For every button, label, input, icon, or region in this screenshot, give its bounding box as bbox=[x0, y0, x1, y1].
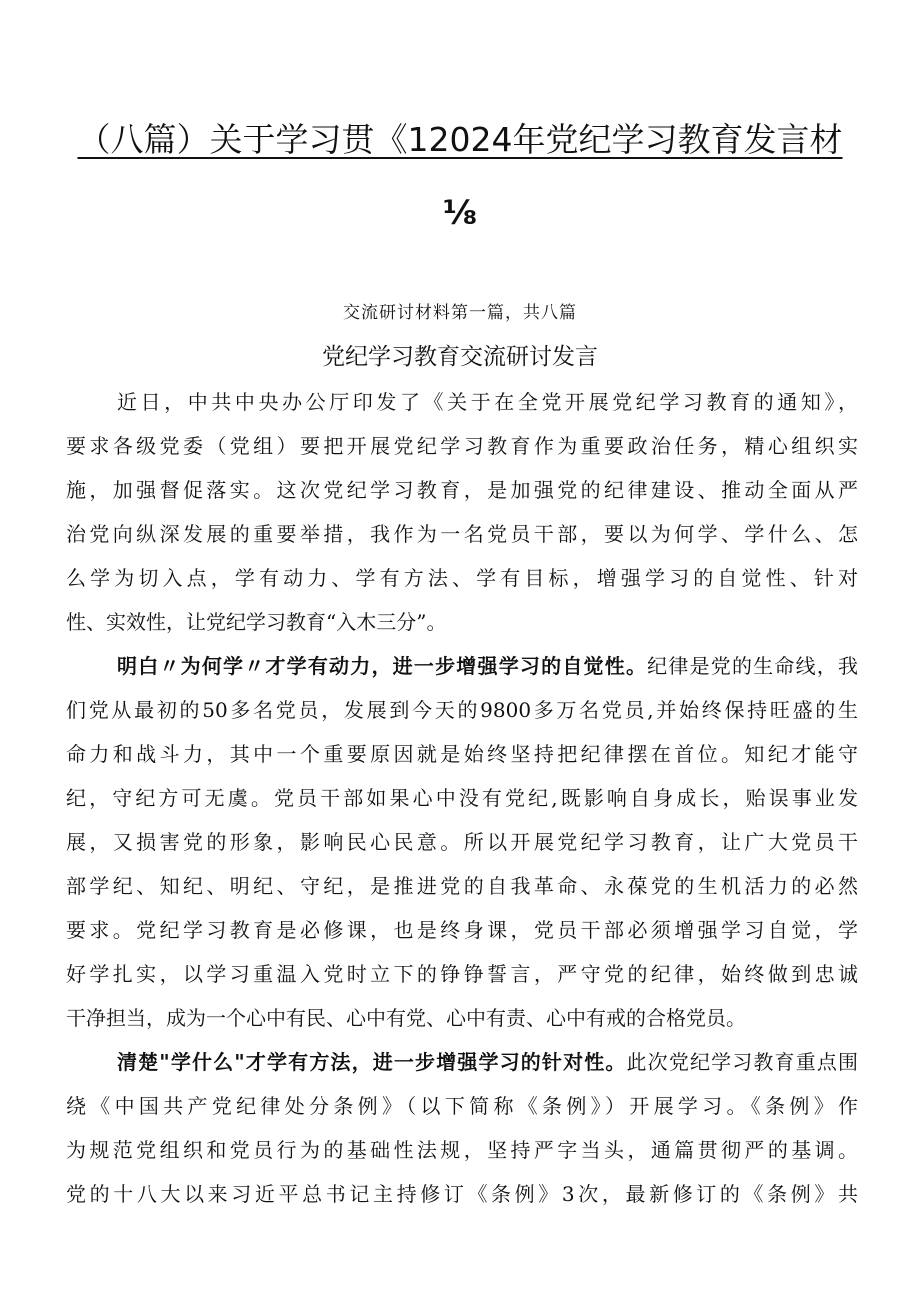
paragraph-2-line: 展，又损害党的形象，影响民心民意。所以开展党纪学习教育，让广大党员干 bbox=[66, 830, 858, 854]
paragraph-1-line: 性、实效性，让党纪学习教育“入木三分”。 bbox=[66, 610, 447, 634]
paragraph-3-first-line-rest: 此次党纪学习教育重点围 bbox=[626, 1050, 858, 1074]
document-subtitle: 交流研讨材料第一篇，共八篇 bbox=[343, 303, 577, 323]
paragraph-2-first-line bbox=[117, 648, 858, 685]
paragraph-2-lead: 明白〃为何学〃才学有动力，进一步增强学习的自觉性。 bbox=[117, 654, 648, 678]
paragraph-2-line: 纪，守纪方可无虞。党员干部如果心中没有党纪,既影响自身成长，贻误事业发 bbox=[66, 786, 858, 810]
paragraph-2-line: 干净担当，成为一个心中有民、心中有党、心中有责、心中有戒的合格党员。 bbox=[66, 1006, 746, 1030]
paragraph-2-line: 要求。党纪学习教育是必修课，也是终身课，党员干部必须增强学习自觉，学 bbox=[66, 918, 858, 942]
paragraph-2-first-line-rest: 纪律是党的生命线，我 bbox=[647, 654, 858, 678]
paragraph-1-line: 施，加强督促落实。这次党纪学习教育，是加强党的纪律建设、推动全面从严 bbox=[66, 478, 858, 502]
section-heading: 党纪学习教育交流研讨发言 bbox=[322, 344, 598, 370]
paragraph-3-line: 为规范党组织和党员行为的基础性法规，坚持严字当头，通篇贯彻严的基调。 bbox=[66, 1138, 858, 1162]
paragraph-3-line: 绕《中国共产党纪律处分条例》（以下简称《条例》）开展学习。《条例》作 bbox=[66, 1094, 858, 1118]
paragraph-2-line: 命力和战斗力，其中一个重要原因就是始终坚持把纪律摆在首位。知纪才能守 bbox=[66, 742, 858, 766]
paragraph-3-first-line bbox=[117, 1044, 858, 1081]
document-title-line-2: ⅛ bbox=[442, 193, 478, 232]
paragraph-1-line: 近日，中共中央办公厅印发了《关于在全党开展党纪学习教育的通知》， bbox=[117, 390, 858, 414]
paragraph-1-line: 要求各级党委（党组）要把开展党纪学习教育作为重要政治任务，精心组织实 bbox=[66, 434, 858, 458]
paragraph-3-line: 党的十八大以来习近平总书记主持修订《条例》3次，最新修订的《条例》共 bbox=[66, 1182, 858, 1206]
paragraph-1-line: 么学为切入点，学有动力、学有方法、学有目标，增强学习的自觉性、针对 bbox=[66, 566, 858, 590]
document-title-line-1: （八篇）关于学习贯《12024年党纪学习教育发言材 bbox=[77, 120, 843, 159]
paragraph-2-line: 们党从最初的50多名党员，发展到今天的9800多万名党员,并始终保持旺盛的生 bbox=[66, 698, 858, 722]
paragraph-2-line: 部学纪、知纪、明纪、守纪，是推进党的自我革命、永葆党的生机活力的必然 bbox=[66, 874, 858, 898]
paragraph-2-line: 好学扎实，以学习重温入党时立下的铮铮誓言，严守党的纪律，始终做到忠诚 bbox=[66, 962, 858, 986]
paragraph-1-line: 治党向纵深发展的重要举措，我作为一名党员干部，要以为何学、学什么、怎 bbox=[66, 522, 858, 546]
paragraph-3-lead: 清楚"学什么"才学有方法，进一步增强学习的针对性。 bbox=[117, 1050, 627, 1074]
